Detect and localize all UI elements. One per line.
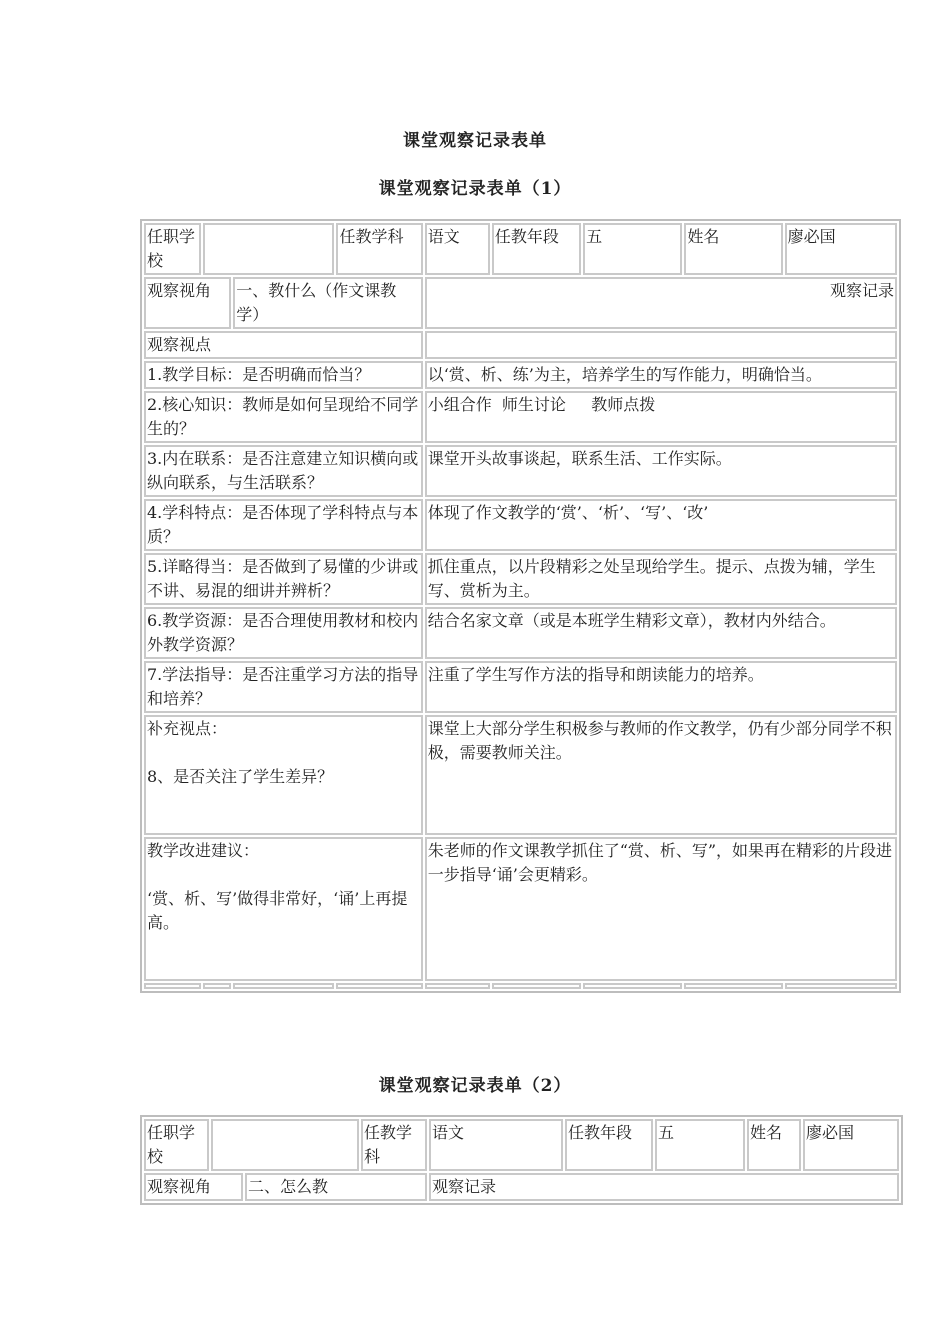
suggestion-record: 朱老师的作文课教学抓住了“赏、析、写”，如果再在精彩的片段进一步指导‘诵’会更精彩。 [425, 837, 897, 981]
point-cell: 5.详略得当：是否做到了易懂的少讲或不讲、易混的细讲并辨析？ [144, 553, 423, 605]
subject-value: 语文 [425, 223, 490, 275]
school-value [203, 223, 334, 275]
point-cell: 1.教学目标：是否明确而恰当？ [144, 361, 423, 389]
table-row [144, 661, 897, 713]
grade-value: 五 [655, 1119, 745, 1171]
header-row [144, 1119, 899, 1171]
grade-value: 五 [583, 223, 682, 275]
suggestion-cell [144, 837, 423, 981]
perspective-row [144, 1173, 899, 1201]
supplement-point: 8、是否关注了学生差异？ [147, 767, 334, 786]
table-row [144, 607, 897, 659]
grade-label: 任教年段 [565, 1119, 653, 1171]
points-record-empty [425, 331, 897, 359]
points-label: 观察视点 [144, 331, 423, 359]
page-title: 课堂观察记录表单 [403, 131, 547, 151]
point-cell: 4.学科特点：是否体现了学科特点与本质？ [144, 499, 423, 551]
points-header-row [144, 331, 897, 359]
record-cell: 注重了学生写作方法的指导和朗读能力的培养。 [425, 661, 897, 713]
record-cell: 小组合作 师生讨论 教师点拨 [425, 391, 897, 443]
perspective-label: 观察视角 [144, 277, 231, 329]
supplement-cell [144, 715, 423, 835]
table-row [144, 361, 897, 389]
name-label: 姓名 [684, 223, 782, 275]
table-row [144, 553, 897, 605]
perspective-value: 一、教什么（作文课教学） [233, 277, 422, 329]
point-cell: 2.核心知识：教师是如何呈现给不同学生的？ [144, 391, 423, 443]
school-value [211, 1119, 359, 1171]
record-cell: 体现了作文教学的‘赏’、‘析’、‘写’、‘改’ [425, 499, 897, 551]
subject-label: 任教学科 [336, 223, 422, 275]
filler-row [144, 983, 897, 989]
table-row [144, 499, 897, 551]
name-value: 廖必国 [803, 1119, 899, 1171]
record-cell: 以‘赏、析、练’为主，培养学生的写作能力，明确恰当。 [425, 361, 897, 389]
perspective-value: 二、怎么教 [245, 1173, 427, 1201]
suggestion-row [144, 837, 897, 981]
school-label: 任职学校 [144, 223, 201, 275]
point-cell: 6.教学资源：是否合理使用教材和校内外教学资源？ [144, 607, 423, 659]
point-cell: 3.内在联系：是否注意建立知识横向或纵向联系，与生活联系？ [144, 445, 423, 497]
observation-table-2 [140, 1115, 903, 1205]
supplement-row [144, 715, 897, 835]
suggestion-label: 教学改进建议： [147, 841, 260, 860]
supplement-label: 补充视点： [147, 719, 228, 738]
name-label: 姓名 [747, 1119, 801, 1171]
perspective-row [144, 277, 897, 329]
header-row [144, 223, 897, 275]
form2-title: 课堂观察记录表单（2） [378, 1076, 572, 1096]
name-value: 廖必国 [785, 223, 897, 275]
perspective-label: 观察视角 [144, 1173, 243, 1201]
record-cell: 抓住重点，以片段精彩之处呈现给学生。提示、点拨为辅，学生写、赏析为主。 [425, 553, 897, 605]
school-label: 任职学校 [144, 1119, 209, 1171]
subject-value: 语文 [429, 1119, 563, 1171]
suggestion-text: ‘赏、析、写’做得非常好，‘诵’上再提高。 [147, 889, 408, 932]
observation-table-1 [140, 219, 901, 993]
record-label: 观察记录 [425, 277, 897, 329]
record-cell: 课堂开头故事谈起，联系生活、工作实际。 [425, 445, 897, 497]
grade-label: 任教年段 [492, 223, 581, 275]
record-cell: 结合名家文章（或是本班学生精彩文章），教材内外结合。 [425, 607, 897, 659]
supplement-record: 课堂上大部分学生积极参与教师的作文教学，仍有少部分同学不积极，需要教师关注。 [425, 715, 897, 835]
table-row [144, 445, 897, 497]
form1-title: 课堂观察记录表单（1） [378, 179, 572, 199]
table-row [144, 391, 897, 443]
record-label: 观察记录 [429, 1173, 899, 1201]
subject-label: 任教学科 [361, 1119, 427, 1171]
point-cell: 7.学法指导：是否注重学习方法的指导和培养？ [144, 661, 423, 713]
